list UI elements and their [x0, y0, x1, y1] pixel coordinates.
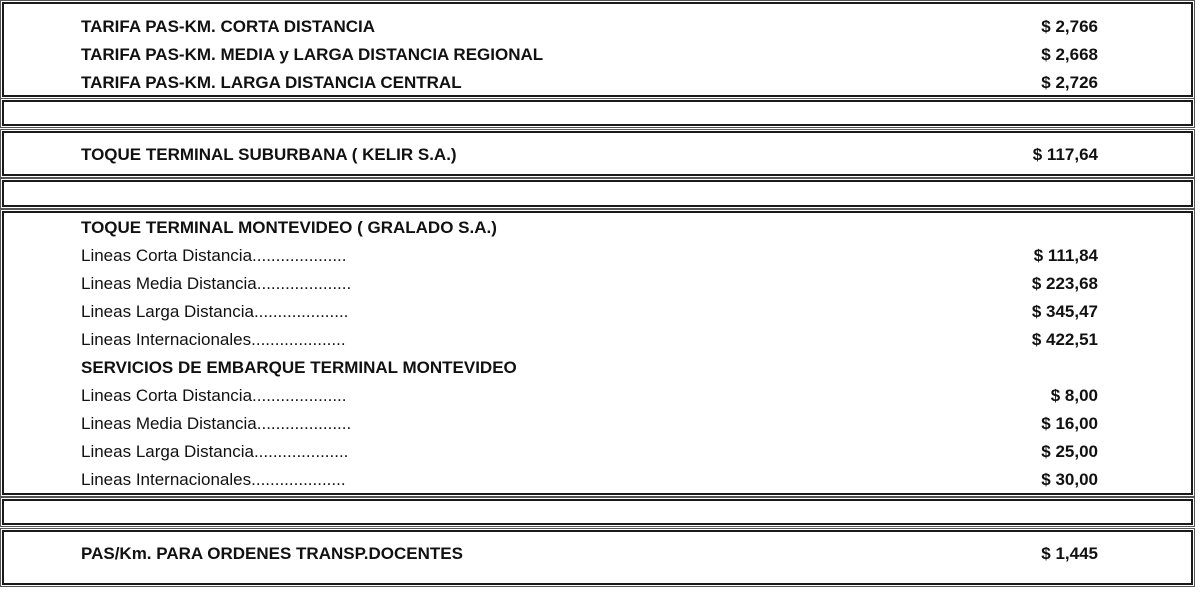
- item-value: $ 111,84: [1033, 246, 1098, 265]
- suburbana-value: $ 117,64: [1032, 145, 1098, 164]
- tarifa-value: $ 2,668: [1041, 45, 1098, 64]
- item-value: $ 345,47: [1031, 302, 1098, 321]
- montevideo-heading-label: TOQUE TERMINAL MONTEVIDEO ( GRALADO S.A.): [81, 218, 497, 237]
- embarque-item: [4, 438, 1191, 466]
- embarque-item: [4, 382, 1191, 410]
- tarifa-value: $ 2,766: [1041, 17, 1098, 36]
- embarque-heading-label: SERVICIOS DE EMBARQUE TERMINAL MONTEVIDEO: [81, 358, 517, 377]
- item-value: $ 25,00: [1041, 442, 1098, 461]
- item-value: $ 223,68: [1031, 274, 1098, 293]
- montevideo-item: [4, 298, 1191, 326]
- tarifa-label: TARIFA PAS-KM. MEDIA y LARGA DISTANCIA REGIONAL: [81, 45, 544, 64]
- tarifa-row-media-larga-regional: [4, 41, 1191, 69]
- docentes-label: PAS/Km. PARA ORDENES TRANSP.DOCENTES: [81, 544, 463, 563]
- montevideo-box: [2, 211, 1193, 495]
- item-value: $ 8,00: [1050, 386, 1098, 405]
- embarque-item: [4, 466, 1191, 494]
- item-value: $ 422,51: [1031, 330, 1098, 349]
- tarifa-row-corta: [4, 13, 1191, 41]
- item-label: Lineas Larga Distancia....................: [81, 302, 349, 321]
- tarifas-box: [2, 2, 1193, 97]
- embarque-item: [4, 410, 1191, 438]
- spacer-box: [2, 100, 1193, 126]
- spacer-box: [2, 499, 1193, 525]
- docentes-box: [2, 530, 1193, 585]
- item-value: $ 16,00: [1041, 414, 1098, 433]
- montevideo-heading: [4, 214, 1191, 242]
- montevideo-item: [4, 242, 1191, 270]
- item-label: Lineas Corta Distancia....................: [81, 386, 347, 405]
- item-label: Lineas Media Distancia....................: [81, 274, 352, 293]
- item-label: Lineas Media Distancia....................: [81, 414, 352, 433]
- tarifa-label: TARIFA PAS-KM. CORTA DISTANCIA: [81, 17, 376, 36]
- montevideo-item: [4, 326, 1191, 354]
- tarifa-value: $ 2,726: [1041, 73, 1098, 92]
- item-value: $ 30,00: [1041, 470, 1098, 489]
- suburbana-row: [4, 141, 1191, 169]
- montevideo-item: [4, 270, 1191, 298]
- suburbana-box: [2, 131, 1193, 176]
- suburbana-label: TOQUE TERMINAL SUBURBANA ( KELIR S.A.): [81, 145, 457, 164]
- item-label: Lineas Larga Distancia....................: [81, 442, 349, 461]
- tarifa-row-larga-central: [4, 69, 1191, 97]
- tarifa-label: TARIFA PAS-KM. LARGA DISTANCIA CENTRAL: [81, 73, 462, 92]
- docentes-value: $ 1,445: [1041, 544, 1098, 563]
- item-label: Lineas Internacionales....................: [81, 470, 346, 489]
- item-label: Lineas Internacionales....................: [81, 330, 346, 349]
- docentes-row: [4, 540, 1191, 568]
- embarque-heading: [4, 354, 1191, 382]
- spacer-box: [2, 180, 1193, 207]
- item-label: Lineas Corta Distancia....................: [81, 246, 347, 265]
